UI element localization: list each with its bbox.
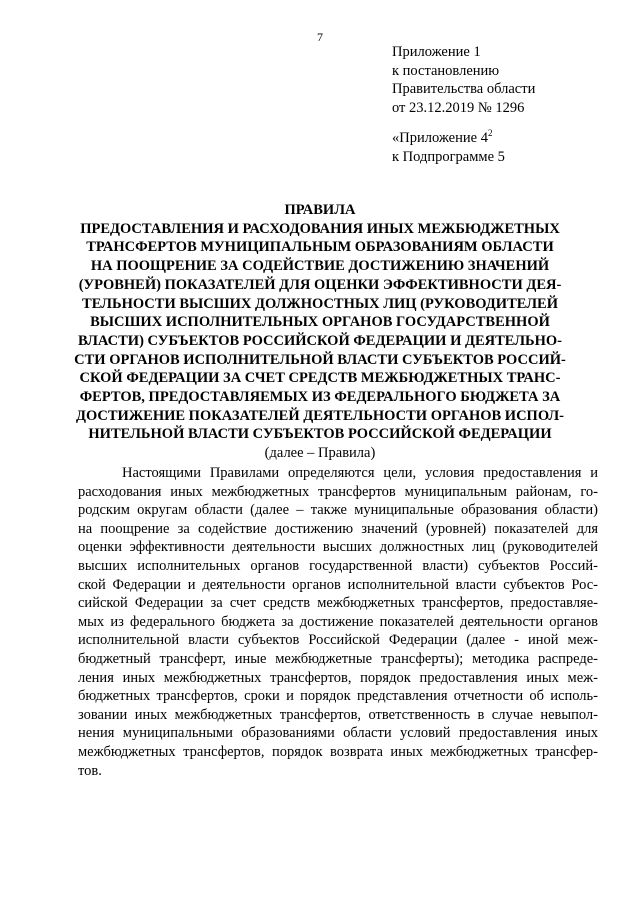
body-line: расходования иных межбюджетных трансфертов муниципальным районам, го- xyxy=(78,483,598,500)
title-line: ПРЕДОСТАВЛЕНИЯ И РАСХОДОВАНИЯ ИНЫХ МЕЖБЮДЖЕТНЫХ xyxy=(80,220,560,237)
body-line: межбюджетных трансфертов, порядок возврата иных межбюджетных трансфер- xyxy=(78,743,598,760)
body-line: исполнительной власти субъектов Российской Федерации (далее - иной меж- xyxy=(78,632,598,649)
title-line: (УРОВНЕЙ) ПОКАЗАТЕЛЕЙ ДЛЯ ОЦЕНКИ ЭФФЕКТИВНОСТИ ДЕЯ- xyxy=(78,276,562,293)
page-number: 7 xyxy=(317,30,323,44)
appendix-reference-line: к Подпрограмме 5 xyxy=(392,148,505,165)
appendix-reference-line xyxy=(392,129,632,148)
title-line: ТЕЛЬНОСТИ ВЫСШИХ ДОЛЖНОСТНЫХ ЛИЦ (РУКОВОДИТЕЛЕЙ xyxy=(82,295,558,312)
body-line: Настоящими Правилами определяются цели, условия предоставления и xyxy=(122,465,598,481)
title-subtitle: (далее – Правила) xyxy=(264,445,376,462)
document-title xyxy=(60,201,580,463)
title-line: НИТЕЛЬНОЙ ВЛАСТИ СУБЪЕКТОВ РОССИЙСКОЙ ФЕДЕРАЦИИ xyxy=(88,426,552,443)
body-line: на поощрение за содействие достижению значений (уровней) показателей для xyxy=(78,520,598,537)
title-line: НА ПООЩРЕНИЕ ЗА СОДЕЙСТВИЕ ДОСТИЖЕНИЮ ЗНАЧЕНИЙ xyxy=(90,258,550,275)
title-line: ВЛАСТИ) СУБЪЕКТОВ РОССИЙСКОЙ ФЕДЕРАЦИИ И ДЕЯТЕЛЬНО- xyxy=(77,332,563,349)
body-line: ления иных межбюджетных трансфертов, порядок предоставления иных меж- xyxy=(78,669,598,686)
appendix-reference-superscript: 2 xyxy=(487,128,493,139)
appendix-reference xyxy=(392,129,632,166)
title-line: ДОСТИЖЕНИЕ ПОКАЗАТЕЛЕЙ ДЕЯТЕЛЬНОСТИ ОРГАНОВ ИСПОЛ- xyxy=(75,407,565,424)
appendix-header xyxy=(392,43,632,117)
body-paragraph xyxy=(78,464,598,780)
body-line: зовании иных межбюджетных трансфертов, ответственность в случае невыпол- xyxy=(78,706,598,723)
appendix-header-line: к постановлению xyxy=(392,62,500,79)
title-line: ТРАНСФЕРТОВ МУНИЦИПАЛЬНЫМ ОБРАЗОВАНИЯМ ОБЛАСТИ xyxy=(86,239,554,256)
appendix-reference-text: «Приложение 4 xyxy=(392,130,488,146)
body-line: мых из федерального бюджета за достижение показателей деятельности органов xyxy=(78,613,598,630)
title-line: ВЫСШИХ ИСПОЛНИТЕЛЬНЫХ ОРГАНОВ ГОСУДАРСТВЕННОЙ xyxy=(90,314,550,331)
title-line: ПРАВИЛА xyxy=(284,202,356,218)
body-line: бюджетных трансфертов, сроки и порядок представления отчетности об исполь- xyxy=(78,688,598,705)
body-line: нения муниципальными образованиями области условий предоставления иных xyxy=(78,725,598,742)
body-line: ской Федерации и деятельности органов исполнительной власти субъектов Рос- xyxy=(78,576,598,593)
body-line: сийской Федерации за счет средств межбюджетных трансфертов, предоставляе- xyxy=(78,595,598,612)
title-line: СКОЙ ФЕДЕРАЦИИ ЗА СЧЕТ СРЕДСТВ МЕЖБЮДЖЕТНЫХ ТРАНС- xyxy=(79,370,561,387)
body-line: оценки эффективности деятельности высших должностных лиц (руководителей xyxy=(78,539,598,556)
body-line: высших исполнительных органов государственной власти) субъектов Россий- xyxy=(78,557,598,574)
appendix-header-line: Приложение 1 xyxy=(392,44,481,60)
body-line: бюджетный трансферт, иные межбюджетные трансферты); методика распреде- xyxy=(78,650,598,667)
appendix-header-line: от 23.12.2019 № 1296 xyxy=(392,99,525,116)
title-line: СТИ ОРГАНОВ ИСПОЛНИТЕЛЬНОЙ ВЛАСТИ СУБЪЕКТОВ РОССИЙ- xyxy=(74,351,566,368)
body-line: тов. xyxy=(78,762,102,779)
appendix-header-line: Правительства области xyxy=(392,81,536,97)
title-line: ФЕРТОВ, ПРЕДОСТАВЛЯЕМЫХ ИЗ ФЕДЕРАЛЬНОГО БЮДЖЕТА ЗА xyxy=(79,389,561,406)
body-line: родским округам области (далее – также муниципальные образования области) xyxy=(78,502,598,519)
